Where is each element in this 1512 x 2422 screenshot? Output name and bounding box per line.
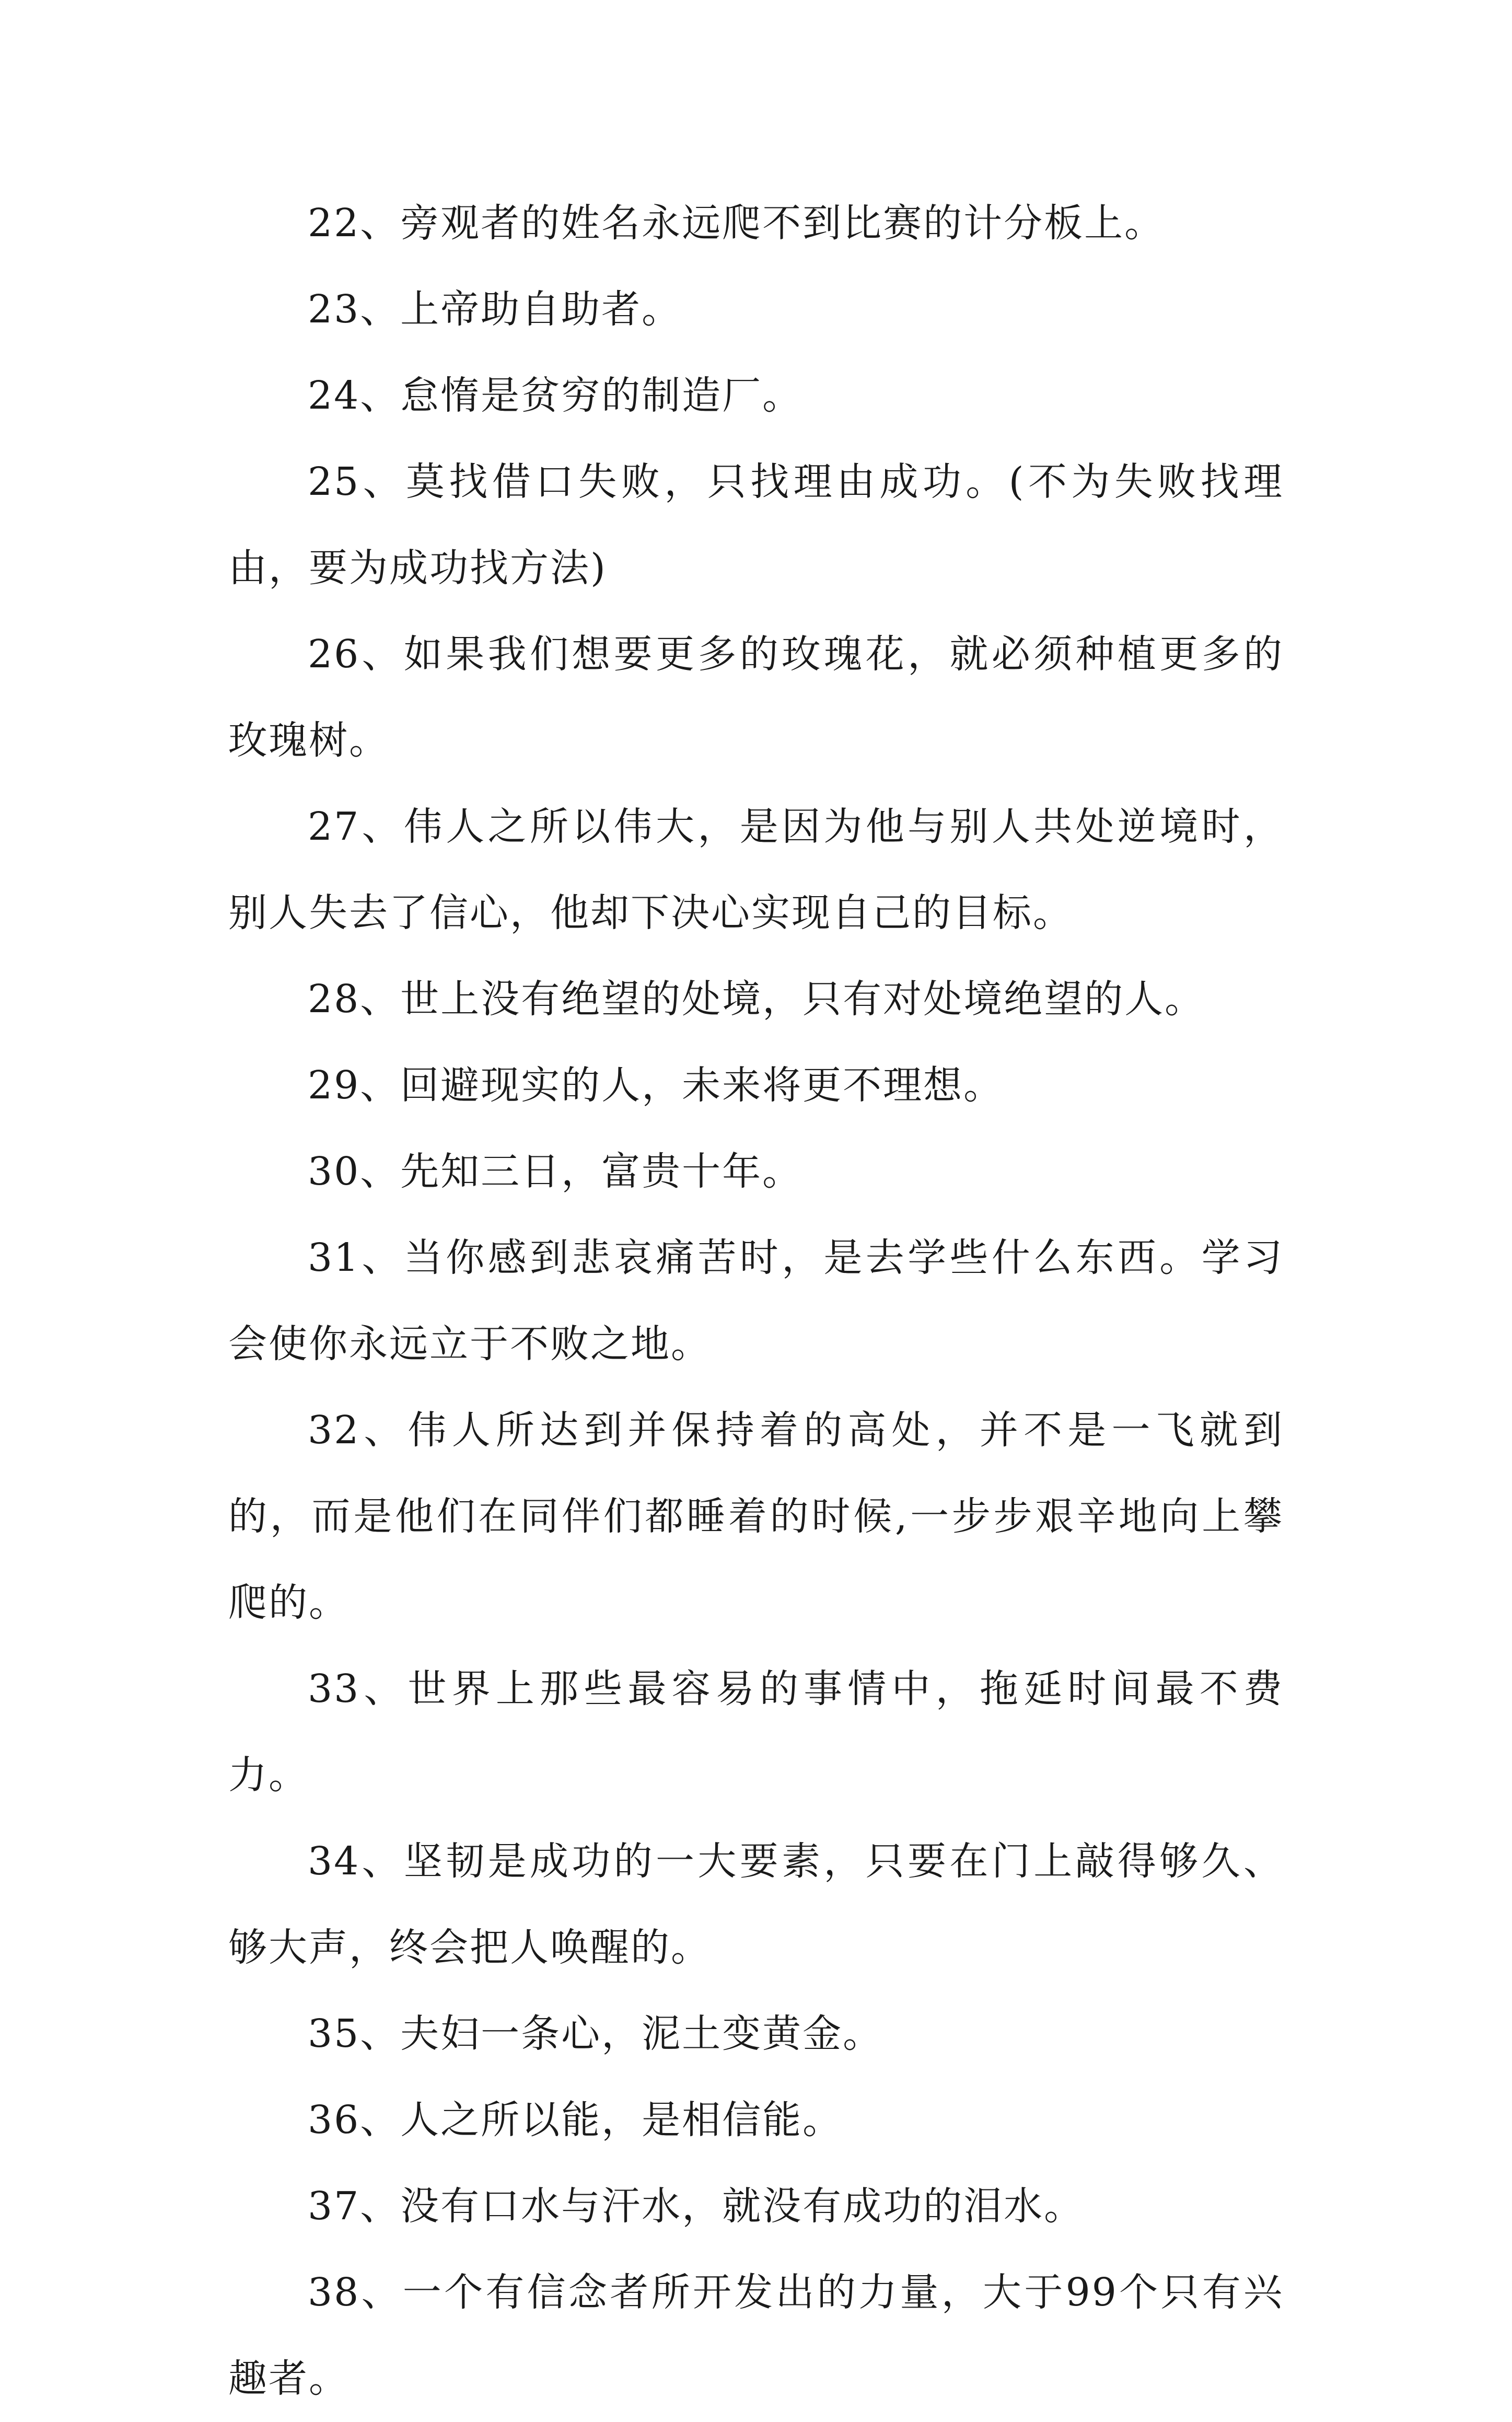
quote-32: 32、伟人所达到并保持着的高处，并不是一飞就到的，而是他们在同伴们都睡着的时候,一步步艰辛地向上攀爬的。	[228, 1408, 1284, 1625]
quote-28: 28、世上没有绝望的处境，只有对处境绝望的人。	[308, 977, 1205, 1022]
quote-24: 24、怠惰是贫穷的制造厂。	[308, 373, 803, 418]
quote-list	[228, 180, 1284, 2422]
quote-25: 25、莫找借口失败，只找理由成功。(不为失败找理由，要为成功找方法)	[228, 459, 1284, 590]
quote-38: 38、一个有信念者所开发出的力量，大于99个只有兴趣者。	[228, 2270, 1284, 2401]
quote-30: 30、先知三日，富贵十年。	[308, 1149, 803, 1194]
quote-31: 31、当你感到悲哀痛苦时，是去学些什么东西。学习会使你永远立于不败之地。	[228, 1235, 1284, 1366]
quote-33: 33、世界上那些最容易的事情中，拖延时间最不费力。	[228, 1666, 1284, 1798]
quote-35: 35、夫妇一条心，泥土变黄金。	[308, 2011, 883, 2056]
quote-36: 36、人之所以能，是相信能。	[308, 2097, 843, 2142]
quote-26: 26、如果我们想要更多的玫瑰花，就必须种植更多的玫瑰树。	[228, 632, 1284, 763]
quote-22: 22、旁观者的姓名永远爬不到比赛的计分板上。	[308, 201, 1165, 246]
quote-27: 27、伟人之所以伟大，是因为他与别人共处逆境时，别人失去了信心，他却下决心实现自己的目标。	[228, 804, 1284, 935]
quote-29: 29、回避现实的人，未来将更不理想。	[308, 1063, 1004, 1108]
quote-23: 23、上帝助自助者。	[308, 287, 682, 332]
quote-37: 37、没有口水与汗水，就没有成功的泪水。	[308, 2184, 1085, 2229]
quote-34: 34、坚韧是成功的一大要素，只要在门上敲得够久、够大声，终会把人唤醒的。	[228, 1839, 1284, 1970]
